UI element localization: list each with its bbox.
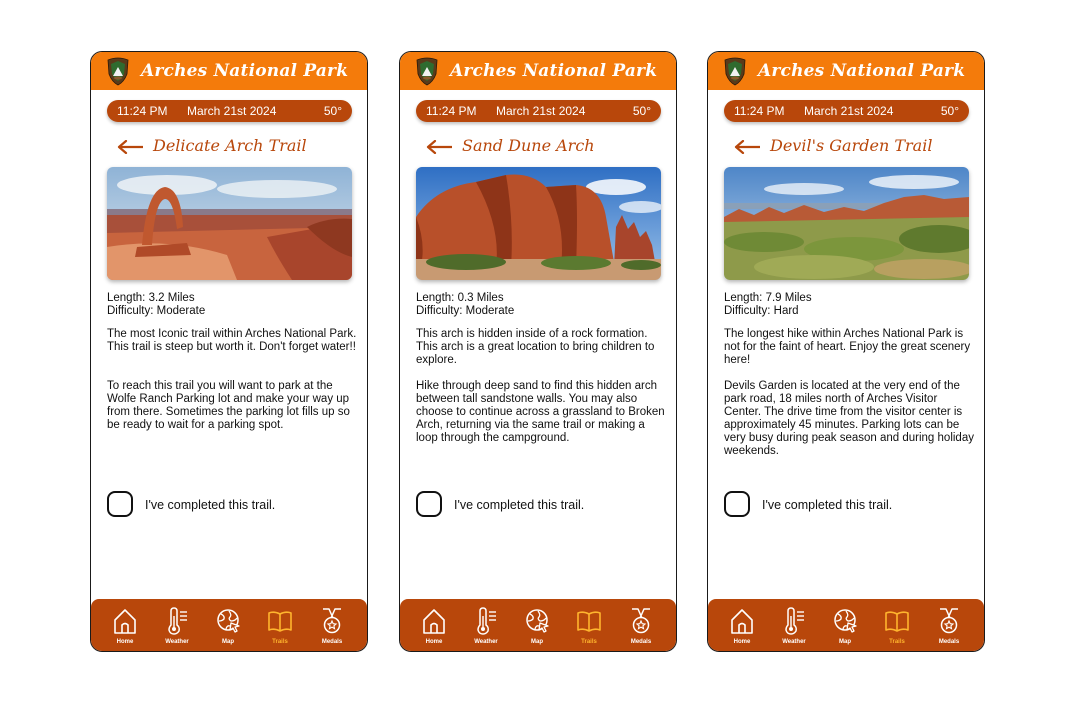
phone-screen-sand-dune-arch	[399, 51, 677, 652]
nav-label: Map	[222, 639, 234, 645]
park-name: Arches National Park	[450, 61, 658, 81]
medal-icon	[937, 607, 961, 635]
nav-map[interactable]	[208, 605, 248, 649]
trail-title-row	[117, 136, 357, 158]
status-time: 11:24 PM	[426, 104, 477, 118]
nav-label: Trails	[272, 639, 288, 645]
nav-label: Home	[733, 639, 751, 645]
nav-label: Weather	[165, 639, 189, 645]
home-icon	[113, 607, 137, 635]
book-icon	[268, 607, 292, 635]
nav-label: Trails	[889, 639, 905, 645]
trail-title: Devil's Garden Trail	[770, 136, 933, 155]
nav-home[interactable]	[414, 605, 454, 649]
nav-label: Map	[839, 639, 851, 645]
status-time: 11:24 PM	[117, 104, 168, 118]
trail-summary: The longest hike within Arches National Park is not for the faint of heart. Enjoy the great scenery here!	[724, 328, 971, 366]
bottom-nav	[400, 599, 676, 651]
back-arrow-icon[interactable]	[734, 140, 760, 154]
nav-weather[interactable]	[466, 605, 506, 649]
phone-screen-devils-garden	[707, 51, 985, 652]
status-bar	[724, 100, 969, 122]
nav-home[interactable]	[722, 605, 762, 649]
trail-difficulty: Difficulty: Hard	[724, 305, 799, 317]
thermometer-icon	[165, 607, 189, 635]
nav-label: Medals	[938, 639, 960, 645]
trail-length: Length: 0.3 Miles	[416, 292, 504, 304]
trail-stats	[107, 292, 205, 318]
status-temperature: 50°	[323, 104, 342, 118]
completed-checkbox[interactable]	[416, 491, 442, 517]
trail-stats	[416, 292, 514, 318]
trail-photo	[107, 167, 352, 280]
trail-title-row	[734, 136, 974, 158]
nps-logo-icon	[107, 56, 129, 86]
trail-title-row	[426, 136, 666, 158]
globe-icon	[216, 607, 240, 635]
nav-trails[interactable]	[569, 605, 609, 649]
completed-label: I've completed this trail.	[762, 498, 893, 512]
nav-label: Medals	[630, 639, 652, 645]
app-header	[400, 52, 676, 90]
bottom-nav	[708, 599, 984, 651]
trail-details: To reach this trail you will want to park at the Wolfe Ranch Parking lot and make your way up from there. Sometimes the parking lot fills up so be ready to wait for a parking spot.	[107, 380, 350, 431]
trail-title: Sand Dune Arch	[462, 136, 595, 155]
status-date: March 21st 2024	[804, 104, 894, 118]
completed-label: I've completed this trail.	[454, 498, 585, 512]
nav-medals[interactable]	[312, 605, 352, 649]
phone-screen-delicate-arch	[90, 51, 368, 652]
nps-logo-icon	[724, 56, 746, 86]
status-bar	[416, 100, 661, 122]
trail-length: Length: 3.2 Miles	[107, 292, 195, 304]
trail-title: Delicate Arch Trail	[153, 136, 307, 155]
nav-medals[interactable]	[929, 605, 969, 649]
bottom-nav	[91, 599, 367, 651]
back-arrow-icon[interactable]	[426, 140, 452, 154]
nav-label: Medals	[321, 639, 343, 645]
nav-map[interactable]	[517, 605, 557, 649]
book-icon	[885, 607, 909, 635]
thermometer-icon	[474, 607, 498, 635]
trail-summary: The most Iconic trail within Arches National Park. This trail is steep but worth it. Don't forget water!!	[107, 328, 357, 353]
nav-trails[interactable]	[260, 605, 300, 649]
medal-icon	[320, 607, 344, 635]
nav-label: Home	[425, 639, 443, 645]
globe-icon	[525, 607, 549, 635]
trail-details: Devils Garden is located at the very end of the park road, 18 miles north of Arches Visitor Center. The drive time from the visitor center is approximately 45 minutes. Parking lots can be very busy during peak season and during holiday weekends.	[724, 380, 974, 457]
park-name: Arches National Park	[758, 61, 966, 81]
status-temperature: 50°	[940, 104, 959, 118]
globe-icon	[833, 607, 857, 635]
medal-icon	[629, 607, 653, 635]
nav-medals[interactable]	[621, 605, 661, 649]
nav-label: Trails	[581, 639, 597, 645]
app-header	[708, 52, 984, 90]
back-arrow-icon[interactable]	[117, 140, 143, 154]
completed-checkbox[interactable]	[107, 491, 133, 517]
status-date: March 21st 2024	[496, 104, 586, 118]
nav-label: Weather	[474, 639, 498, 645]
home-icon	[730, 607, 754, 635]
completed-label: I've completed this trail.	[145, 498, 276, 512]
thermometer-icon	[782, 607, 806, 635]
app-header	[91, 52, 367, 90]
status-bar	[107, 100, 352, 122]
nav-trails[interactable]	[877, 605, 917, 649]
trail-photo	[724, 167, 969, 280]
nav-weather[interactable]	[157, 605, 197, 649]
trail-details: Hike through deep sand to find this hidden arch between tall sandstone walls. You may also choose to continue across a grassland to Broken Arch, returning via the same trail or making a loop through the campground.	[416, 380, 665, 444]
trail-length: Length: 7.9 Miles	[724, 292, 812, 304]
trail-photo	[416, 167, 661, 280]
nav-weather[interactable]	[774, 605, 814, 649]
status-time: 11:24 PM	[734, 104, 785, 118]
trail-difficulty: Difficulty: Moderate	[416, 305, 515, 317]
nps-logo-icon	[416, 56, 438, 86]
book-icon	[577, 607, 601, 635]
status-date: March 21st 2024	[187, 104, 277, 118]
nav-label: Home	[116, 639, 134, 645]
trail-summary: This arch is hidden inside of a rock formation. This arch is a great location to bring children to explore.	[416, 328, 655, 366]
nav-label: Map	[531, 639, 543, 645]
home-icon	[422, 607, 446, 635]
completed-checkbox[interactable]	[724, 491, 750, 517]
park-name: Arches National Park	[141, 61, 349, 81]
nav-home[interactable]	[105, 605, 145, 649]
nav-label: Weather	[782, 639, 806, 645]
nav-map[interactable]	[825, 605, 865, 649]
trail-difficulty: Difficulty: Moderate	[107, 305, 206, 317]
trail-stats	[724, 292, 812, 318]
status-temperature: 50°	[632, 104, 651, 118]
